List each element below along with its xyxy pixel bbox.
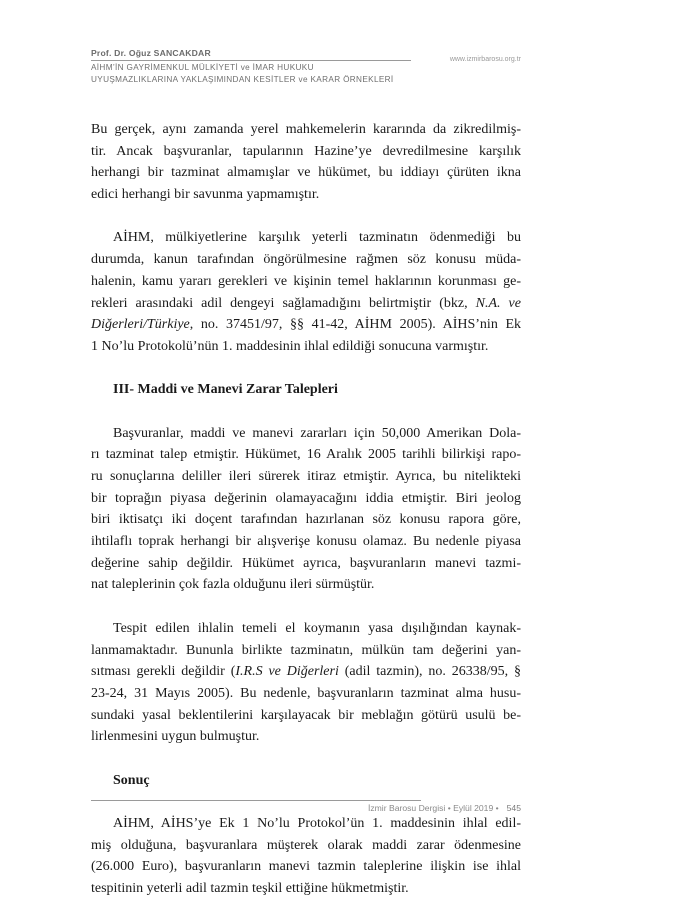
case-name-italic: N.A. ve bbox=[475, 295, 521, 311]
text-line: 23-24, 31 Mayıs 2005). Bu nedenle, başvuranların tazminat alma husu- bbox=[91, 685, 521, 701]
text-line: değerine sahip değildir. Hükümet ayrıca, başvuranların manevi tazmi- bbox=[91, 555, 521, 571]
text-line: tespitinin yeterli adil tazmin teşkil ettiğine hükmetmiştir. bbox=[91, 881, 409, 897]
paragraph-4 bbox=[91, 618, 521, 748]
paragraph-2 bbox=[91, 227, 521, 357]
section-heading: Sonuç bbox=[113, 772, 150, 788]
text-line: lirlenmesini uygun bulmuştur. bbox=[91, 729, 260, 745]
text-line bbox=[91, 661, 521, 683]
text-line: tir. Ancak başvuranlar, tapularının Hazine’ye devredilmesine karşılık bbox=[91, 143, 521, 159]
text-line: ihtilaflı toprak herhangi bir alışverişe konusu olamaz. Bu nedenle piyasa bbox=[91, 534, 521, 550]
author-name: Prof. Dr. Oğuz SANCAKDAR bbox=[91, 48, 211, 58]
paragraph-3 bbox=[91, 423, 521, 597]
text-line: herhangi bir tazminat almamışlar ve hükümet, bu iddiayı çürüten ikna bbox=[91, 165, 521, 181]
text-line bbox=[91, 293, 521, 315]
text-line: Tespit edilen ihlalin temeli el koymanın yasa dışılığından kaynak- bbox=[113, 620, 521, 636]
section-heading: III- Maddi ve Manevi Zarar Talepleri bbox=[113, 382, 338, 398]
paragraph-1 bbox=[91, 119, 521, 206]
footer-rule bbox=[91, 800, 421, 801]
page-number: 545 bbox=[506, 803, 521, 813]
text-line: durumda, kanun tarafından öngörülmesine rağmen söz konusu müda- bbox=[91, 252, 521, 268]
text-line: 1 No’lu Protokolü’nün 1. maddesinin ihlal edildiği sonucuna varmıştır. bbox=[91, 338, 489, 354]
text-line: rı tazminat talep etmiştir. Hükümet, 16 Aralık 2005 tarihli bilirkişi rapo- bbox=[91, 447, 521, 463]
text-line: AİHM, AİHS’ye Ek 1 No’lu Protokol’ün 1. maddesinin ihlal edil- bbox=[113, 816, 521, 831]
article-body bbox=[91, 119, 521, 900]
case-name-italic: I.R.S ve Diğerleri bbox=[235, 664, 339, 680]
text-line: biri iktisatçı iki doçent tarafından hazırlanan söz konusu rapora göre, bbox=[91, 512, 521, 528]
text-run: , no. 37451/97, §§ 41-42, AİHM 2005). AİHS’nin Ek bbox=[189, 317, 521, 333]
case-name-italic: Diğerleri/Türkiye bbox=[91, 317, 190, 333]
text-line: halenin, kamu yararı gerekleri ve kişinin temel haklarının korunması ge- bbox=[91, 273, 521, 289]
text-line: nat taleplerinin çok fazla olduğunu ileri sürmüştür. bbox=[91, 577, 375, 593]
footer-text bbox=[368, 803, 521, 813]
text-run: sıtması gerekli değildir ( bbox=[91, 664, 236, 680]
journal-info: İzmir Barosu Dergisi • Eylül 2019 • bbox=[367, 803, 499, 813]
text-run: rekleri arasındaki adil dengeyi sağlamadığını belirtmiştir (bkz, bbox=[91, 295, 476, 311]
text-line: (26.000 Euro), başvuranların manevi tazmin taleplerine ilişkin ise ihlal bbox=[91, 859, 521, 875]
text-line: miş olduğuna, başvuranlara müşterek olarak maddi zarar ödenmesine bbox=[91, 837, 521, 853]
website-url: www.izmirbarosu.org.tr bbox=[449, 56, 521, 63]
text-line bbox=[91, 314, 521, 336]
text-line: Başvuranlar, maddi ve manevi zararları için 50,000 Amerikan Dola- bbox=[113, 425, 521, 441]
text-line: AİHM, mülkiyetlerine karşılık yeterli tazminatın ödenmediği bu bbox=[113, 230, 521, 246]
text-line: edici herhangi bir savunma yapmamıştır. bbox=[91, 187, 320, 203]
paragraph-5 bbox=[91, 813, 521, 900]
article-title-line-1: AİHM’İN GAYRİMENKUL MÜLKİYETİ ve İMAR HUKUKU bbox=[91, 63, 314, 72]
text-line: bir toprağın piyasa değerinin olamayacağını iddia etmiştir. Biri jeolog bbox=[91, 490, 521, 506]
text-run: (adil tazmin), no. 26338/95, § bbox=[338, 664, 521, 680]
text-line: Bu gerçek, aynı zamanda yerel mahkemelerin kararında da zikredilmiş- bbox=[91, 122, 521, 137]
text-line: lanmamaktadır. Bununla birlikte tazminatın, mülkün tam değerini yan- bbox=[91, 642, 521, 658]
header-rule bbox=[91, 60, 411, 61]
article-title-line-2: UYUŞMAZLIKLARINA YAKLAŞIMINDAN KESİTLER ve KARAR ÖRNEKLERİ bbox=[91, 75, 394, 84]
text-line: ru sonuçlarına deliller ileri sürerek itiraz etmiştir. Ayrıca, bu nitelikteki bbox=[91, 469, 521, 484]
text-line: sundaki yasal beklentilerini karşılayacak bir meblağın götürü usulü be- bbox=[91, 707, 521, 723]
